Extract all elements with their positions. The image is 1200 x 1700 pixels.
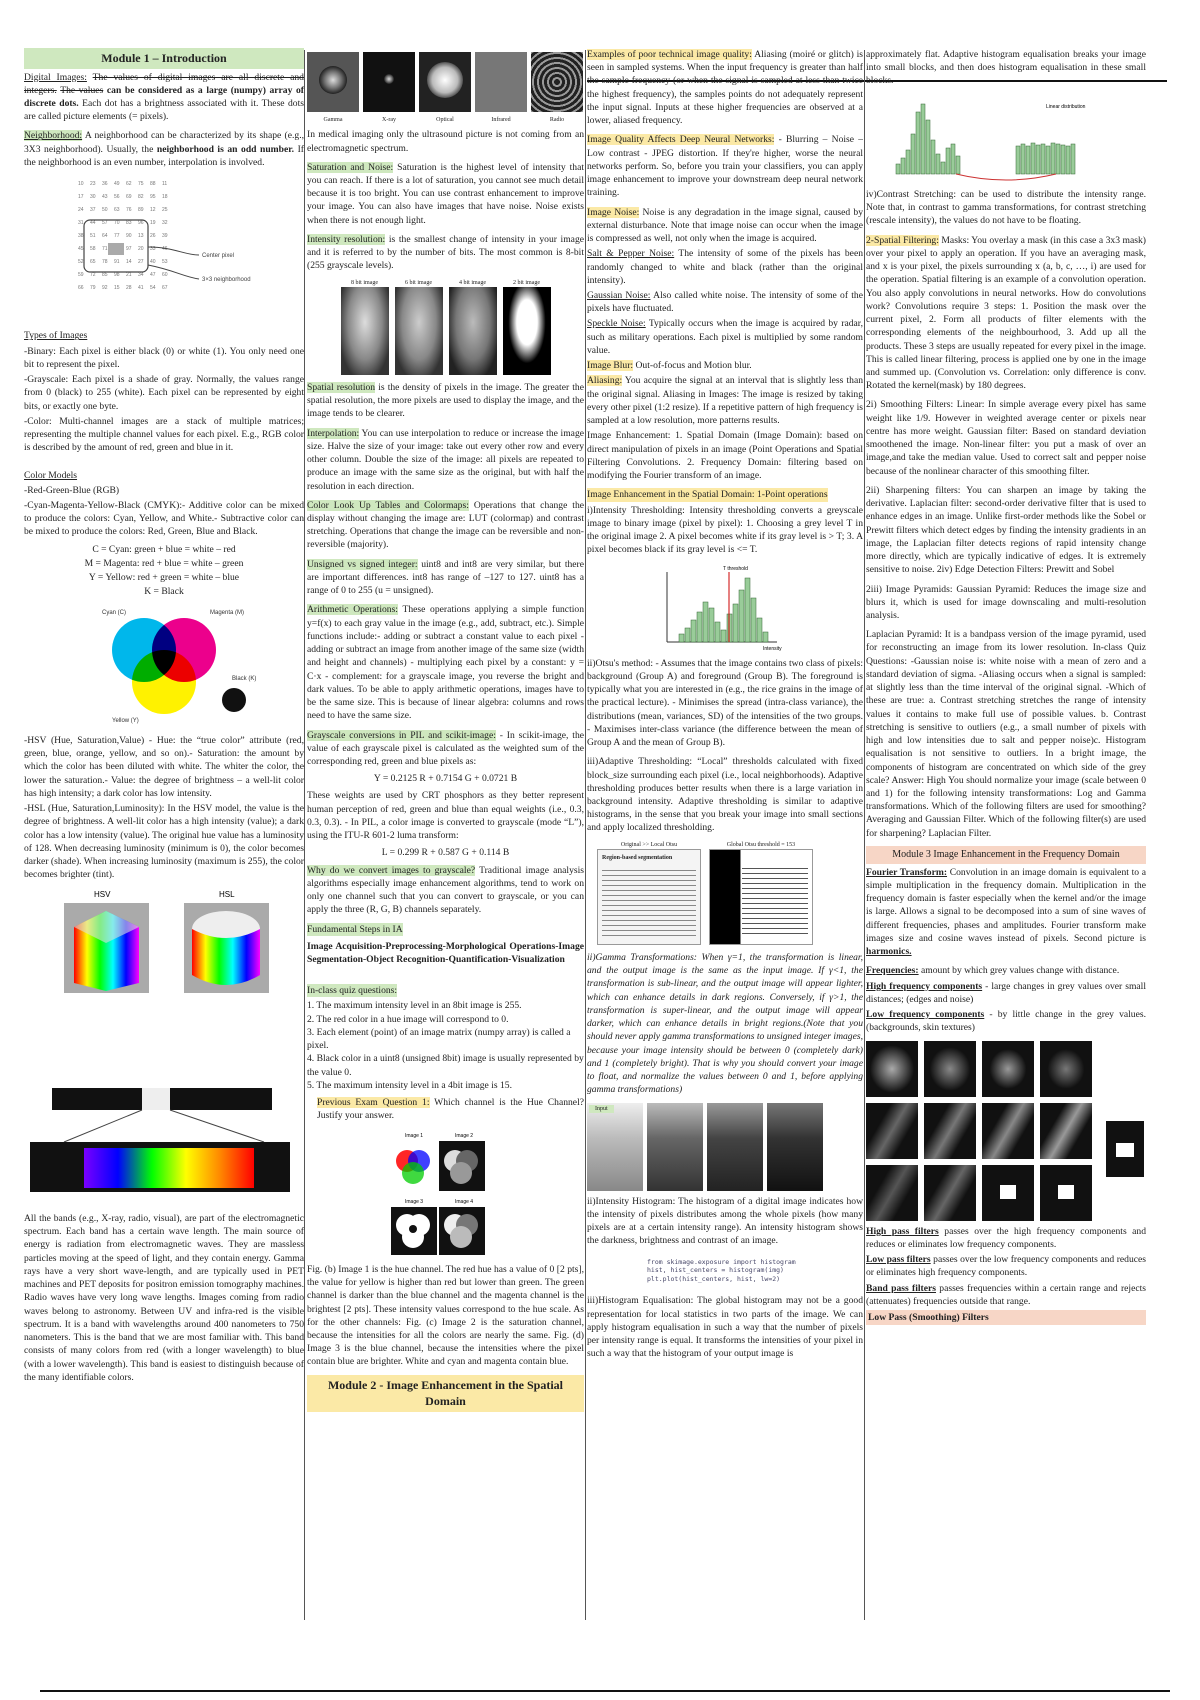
infrared-thumbnail [475,52,527,112]
histogram-bar [1061,145,1065,174]
low-frequency-paragraph: Low frequency components - by little change in the grey values. (backgrounds, skin textures) [866,1009,1146,1034]
yellow-label: Yellow (Y) [112,717,139,724]
arithmetic-paragraph: Arithmetic Operations: These operations applying a simple function y=f(x) to each gray value in the image (e.g., add, subtract, etc.). Simple functions include:- adding or subtract a constant value to each pixel - adding or subtract an image from another image of the same size (width and height and channels) - multiplying each pixel by a constant: y = C·x - complement: for a grayscale image, you reverse the bright and dark values. To be able to apply arithmetic operations, images have to be the same size. This is because of linear algebra: columns and rows need to have the same size. [307,604,584,722]
figure-label: Image 1 [405,1132,424,1139]
types-of-images-title: Types of Images [24,330,88,342]
quiz-item: 2. The red color in a hue image will correspond to 0. [307,1013,509,1025]
low-pass-smoothing-title: Low Pass (Smoothing) Filters [866,1310,1146,1325]
histogram-bar [1021,144,1025,174]
spatial-filtering-paragraph: 2-Spatial Filtering: Masks: You overlay a mask (in this case a 3x3 mask) over your pixel to apply an operation. If you have an averaging mask, and x is your pixel, the pixels surrounding x (a, b, c, …, i) are used for the operation. Spatial filtering is an example of a convolution operation. You also apply convolutions in neural networks. How do convolutions work? Convolutions require 3 steps: 1. Position the mask over the current pixel, 2. Form all products of filter elements with the corresponding elements of the neighbourhood, 3. Add up all the products. These 3 steps are usually repeated for every pixel in the image. This is called linear filtering, process is applied one by one in the image and summed up. (Convolution vs. Correlation: only difference is conv. Rotated the kernel(mask) by 180 degrees. [866,234,1146,392]
grid-value: 62 [126,181,132,188]
grid-value: 40 [150,259,156,266]
cmyk-equation: K = Black [144,586,184,598]
histogram-bar [1016,146,1020,174]
grid-value: 69 [126,194,132,201]
quiz-item: 5. The maximum intensity level in a 4bit image is 15. [307,1079,512,1091]
adaptive-threshold-paragraph: iii)Adaptive Thresholding: “Local” thresholds calculated with fixed block_size surrounding each pixel (i.e., local neighborhoods). Adaptive thresholding produces better results when there is a large variation in background intensity. Adaptive thresholding is similar to adaptive histograms, in the sense that you break your image into small sections and apply localized thresholding. [587,756,863,834]
threshold-comparison-figure [587,841,863,945]
column-divider [864,50,865,1620]
bit-label: 2 bit image [513,279,540,286]
histogram-bar [1031,143,1035,174]
histogram-bar [901,158,905,174]
color-model-rgb: -Red-Green-Blue (RGB) [24,484,120,496]
fundamental-steps: Image Acquisition-Preprocessing-Morphological Operations-Image Segmentation-Object Recognition-Quantification-Visualization [307,940,584,966]
grid-value: 33 [150,246,156,253]
histogram-equalisation-figure [866,94,1146,184]
skimage-gray-equation: Y = 0.2125 R + 0.7154 G + 0.0721 B [373,773,518,785]
grid-value: 14 [126,259,132,266]
bit-label: 6 bit image [405,279,432,286]
gamma-figure [587,1103,863,1191]
grid-value: 32 [162,220,168,227]
grid-value: 83 [126,220,132,227]
grid-value: 56 [114,194,120,201]
grid-value: 41 [138,285,144,292]
grid-value: 36 [102,181,108,188]
original-local-label: Original >> Local Otsu [620,841,678,848]
histogram-bar [685,628,690,642]
grid-value: 25 [162,207,168,214]
medical-imaging-paragraph: In medical imaging only the ultrasound picture is not coming from an electromagnetic spectrum. [307,129,584,154]
histogram-bar [763,632,768,642]
grid-value: 71 [102,246,108,253]
grid-value: 54 [150,285,156,292]
electromagnetic-spectrum-figure [24,1082,304,1202]
hsv-paragraph: -HSV (Hue, Saturation,Value) - Hue: the “true color” attribute (red, green, blue, orange, yellow, and so on).- Saturation: the amount by which the color has been diluted with white. The whiter the color, the lower the saturation.- Value: the degree of brightness – a well-lit color has high intensity; a dark color has low intensity. [24,734,304,799]
xray-thumbnail [363,52,415,112]
grid-value: 34 [138,272,144,279]
code-line: plt.plot(hist_centers, hist, lw=2) [647,1275,781,1284]
grid-value: 82 [138,194,144,201]
frequencies-paragraph: Frequencies: amount by which grey values change with distance. [866,965,1120,977]
hsv-label: HSV [94,890,111,900]
grid-value: 10 [78,181,84,188]
grid-value: 43 [102,194,108,201]
grid-value: 47 [150,272,156,279]
module-1-heading: Module 1 – Introduction [24,48,304,69]
interpolation-paragraph: Interpolation: You can use interpolation to reduce or increase the image size. Halve the size of your image: take out every other row and every other column. Double the size of the image: all pixels are repeated to produce an image with the same size as the original, but with half the resolution in each direction. [307,427,584,492]
column-divider [304,50,305,1620]
grid-value: 67 [162,285,168,292]
types-grayscale: -Grayscale: Each pixel is a shade of gray. Normally, the values range from 0 (black) to 255 (white). Each pixel can be represented by eight bits, or exactly one byte. [24,374,304,412]
hue-channel-figure [307,1129,584,1259]
color-models-title: Color Models [24,469,78,481]
magenta-label: Magenta (M) [210,609,245,616]
intensity-resolution-paragraph: Intensity resolution: is the smallest change of intensity in your image and it is referred to by the number of bits. The most common is 8-bit (255 grayscale levels). [307,233,584,272]
fundamental-steps-title: Fundamental Steps in IA [307,923,403,935]
histogram-bar [1066,146,1070,174]
grayscale-paragraph: Grayscale conversions in PIL and scikit-image: - In scikit-image, the value of each grayscale pixel is calculated as the weighted sum of the corresponding red, green and blue pixels as: [307,729,584,767]
grid-value: 92 [102,285,108,292]
cyan-label: Cyan (C) [102,609,127,616]
color-model-cmyk: -Cyan-Magenta-Yellow-Black (CMYK):- Additive color can be mixed to produce the colors: Cyan, Yellow, and White.- Subtractive color can be mixed to produce the colors: Red, Green, Blue and Black. [24,500,304,538]
grid-value: 20 [138,246,144,253]
grid-value: 79 [90,285,96,292]
grid-value: 77 [114,233,120,240]
fourier-paragraph: Fourier Transform: Convolution in an image domain is equivalent to a simple multiplication in the frequency domain. Multiplication in the frequency domain is faster especially when the kernel and/or the image is large. Allows a signal to be decomposed into a sum of sine waves of different frequencies, phases and amplitudes. Fourier transform make images size and cosine waves instead of pixels. Second picture is harmonics. [866,866,1146,958]
grid-value: 27 [138,259,144,266]
bit-label: 8 bit image [351,279,378,286]
histogram-bar [739,590,744,642]
types-binary: -Binary: Each pixel is either black (0) or white (1). You only need one bit to represent the pixel. [24,345,304,370]
global-otsu-label: Global Otsu threshold = 153 [726,841,796,848]
column-3 [587,48,863,1628]
histogram-bar [1071,144,1075,174]
grid-value: 72 [90,272,96,279]
grid-value: 88 [150,181,156,188]
image-pyramids-paragraph: 2iii) Image Pyramids: Gaussian Pyramid: Reduces the image size and blurs it, which is used for image downscaling and multi-resolution analysis. [866,583,1146,621]
threshold-histogram [587,562,863,652]
paragraph-neighborhood: Neighborhood: A neighborhood can be characterized by its shape (e.g., 3X3 neighborhood). Usually, the neighborhood is an odd number. If the neighborhood is an even number, interpolation is involved. [24,130,304,168]
histogram-bar [1046,146,1050,174]
grid-value: 53 [162,259,168,266]
column-divider [585,50,586,1620]
grid-value: 12 [150,207,156,214]
histogram-bar [936,154,940,174]
center-pixel-label: Center pixel [202,253,235,260]
pil-gray-equation: L = 0.299 R + 0.587 G + 0.114 B [381,847,510,859]
module-3-heading: Module 3 Image Enhancement in the Frequency Domain [866,846,1146,864]
spatial-point-ops-title: Image Enhancement in the Spatial Domain: 1-Point operations [587,489,828,501]
hsv-hsl-figure [24,887,304,997]
input-label: Input [589,1105,614,1113]
grid-value: 44 [90,220,96,227]
previous-exam-question: Previous Exam Question 1: Which channel is the Hue Channel? Justify your answer. [317,1097,584,1122]
enhancement-paragraph: Image Enhancement: 1. Spatial Domain (Image Domain): based on direct manipulation of pixels in an image (Point Operations and Spatial Filtering Convolutions. 2. Frequency Domain: filtering based on modifying the Fourier transform of an image. [587,430,863,482]
histogram-bar [745,578,750,642]
column-4 [866,48,1146,1628]
salt-pepper-paragraph: Salt & Pepper Noise: The intensity of some of the pixels has been randomly changed to white and black (rather than the original intensity). [587,248,863,286]
histogram-bar [956,156,960,174]
grid-value: 76 [126,207,132,214]
spectrum-thumbnails [307,52,584,112]
histogram-bar [926,120,930,174]
quiz-item: 1. The maximum intensity level in an 8bit image is 255. [307,1000,522,1012]
grid-value: 51 [90,233,96,240]
grid-value: 59 [78,272,84,279]
grid-value: 24 [78,207,84,214]
histogram-bar [1041,144,1045,174]
black-label: Black (K) [232,675,257,682]
code-snippet [587,1258,863,1285]
gaussian-noise-paragraph: Gaussian Noise: Also called white noise. The intensity of some of the pixels have fluctuated. [587,289,863,315]
gamma-paragraph: ii)Gamma Transformations: When γ=1, the transformation is linear, and the output image is the same as the input image. If γ<1, the transformation is sub-linear, and the output image will appear lighter, which can enhance details in dark regions. Conversely, if γ>1, the transformation is super-linear, and the output image will appear darker, which can enhance details in bright regions.(Note that you should never apply gamma transformations to unsigned integer images, because your image intensity should be between 0 (completely dark) and 1 (completely bright). That is why you should convert your image to float, and normalize the values between 0 and 1, before applying gamma transformations) [587,951,863,1096]
histogram-equalisation-paragraph: iii)Histogram Equalisation: The global histogram may not be a good representation for local statistics in two parts of the image. We can apply histogram equalisation in such a way that the number of pixels per intensity range is equal. It transforms the intensities of your pixel in such a way that the histogram of your output image is [587,1295,863,1360]
in-class-quiz-title: In-class quiz questions: [307,985,398,997]
histogram-bar [1026,146,1030,174]
grayscale-paragraph-2: These weights are used by CRT phosphors as they better represent human perception of red, green and blue than equal weights (i.e., 0.3, 0.3, 0.3). - In PIL, a color image is converted to grayscale (mode “L”), using the ITU-R 601-2 luma transform: [307,790,584,842]
grid-value: 52 [78,259,84,266]
grid-value: 19 [150,220,156,227]
figure-label: Image 2 [455,1132,474,1139]
histogram-bar [679,634,684,642]
equalised-label: Linear distribution [1046,103,1086,110]
high-frequency-paragraph: High frequency components - large changes in grey values over small distances; (edges and noise) [866,980,1146,1005]
figure-label: Image 4 [455,1198,474,1205]
grid-value: 15 [114,285,120,292]
code-line: from skimage.exposure import histogram [647,1257,796,1266]
grid-value: 23 [90,181,96,188]
gamma-thumbnail [307,52,359,112]
grid-value: 28 [126,285,132,292]
grid-value: 91 [114,259,120,266]
grid-value: 90 [126,233,132,240]
histogram-bar [1051,143,1055,174]
grid-value: 13 [138,233,144,240]
grid-value: 38 [78,233,84,240]
histogram-bar [951,144,955,174]
grid-value: 66 [78,285,84,292]
grid-value: 21 [126,272,132,279]
grid-value: 78 [102,259,108,266]
thumb-label: Radio [549,117,565,123]
grid-value: 11 [162,181,168,188]
image-blur-paragraph: Image Blur: Out-of-focus and Motion blur. [587,360,752,372]
column-1 [24,48,304,1628]
module-2-heading: Module 2 - Image Enhancement in the Spatial Domain [307,1375,584,1412]
histogram-bar [946,148,950,174]
grid-value: 49 [114,181,120,188]
grid-value: 95 [150,194,156,201]
thumb-label: X-ray [382,117,396,123]
histogram-bar [896,164,900,174]
histogram-bar [916,112,920,174]
bit-depth-figure [307,279,584,375]
grid-value: 31 [78,220,84,227]
cmyk-equation: Y = Yellow: red + green = white – blue [88,572,240,584]
grid-value: 96 [138,220,144,227]
frequency-tiles [866,1041,1146,1221]
histogram-bar [715,622,720,642]
grid-value: 64 [102,233,108,240]
histogram-bar [757,618,762,642]
lut-paragraph: Color Look Up Tables and Colormaps: Operations that change the display without changing the image are: LUT (colormap) and contrast stretching. Operations that change the image can be reversible and non-reversible (majority). [307,499,584,551]
grid-value: 58 [90,246,96,253]
radio-thumbnail [531,52,583,112]
grid-value: 45 [78,246,84,253]
histogram-bar [709,608,714,642]
poor-quality-paragraph: Examples of poor technical image quality: Aliasing (moiré or glitch) is seen in sampled systems. When the input frequency is greater than half the sample frequency (or when the signal is sampled at less than twice the highest frequency), the samples points do not adequately represent the input signal. Inputs at these higher frequencies are observed at a lower, aliased frequency. [587,49,863,127]
grid-value: 63 [114,207,120,214]
histogram-bar [733,604,738,642]
grid-value: 57 [102,220,108,227]
saturation-paragraph: Saturation and Noise: Saturation is the highest level of intensity that you can reach. If there is a lot of saturation, you cannot see much detail because it is too bright. You can use contrast enhancement to improve your image. You can also have images that have noise. Noise exists when there is not enough light. [307,161,584,226]
cmyk-venn-diagram [24,600,304,730]
intensity-axis-label: Intensity [763,646,782,653]
spatial-resolution-paragraph: Spatial resolution is the density of pixels in the image. The greater the spatial resolution, the more pixels are used to display the image, and the image tends to be clearer. [307,381,584,420]
figure-label: Image 3 [405,1198,424,1205]
bottom-rule [40,1690,1170,1692]
neighborhood-grid-figure [24,175,304,325]
grid-value: 18 [162,194,168,201]
grid-value: 39 [162,233,168,240]
otsu-paragraph: ii)Otsu's method: - Assumes that the image contains two class of pixels: background (Group A) and foreground (Group B). The foreground is typically what you are interested in (e.g., the rice grains in the image of the practical lecture). - Minimises the spread (intra-class variance), the distributions (mean, variances, SD) of the intensities of the two groups. - Maximises inter-class variance (the difference between the mean of Group A and the mean of Group B). [587,657,863,749]
grid-value: 50 [102,207,108,214]
histogram-bar [921,104,925,174]
intensity-histogram-paragraph: ii)Intensity Histogram: The histogram of a digital image indicates how the intensity of pixels distributes among the whole pixels (how many pixels are at a certain intensity range). An intensity histogram shows the darkness, brightness and contrast of an image. [587,1195,863,1247]
why-grayscale-paragraph: Why do we convert images to grayscale? Traditional image analysis algorithms especially image enhancement algorithms, tend to work on only one channel such that you can convert to grayscale, or you can apply the three (R, G, B) channels separately. [307,864,584,916]
types-color: -Color: Multi-channel images are a stack of multiple matrices; representing the multiple channel values for each pixel. E.g., RGB color is described by the amount of red, green and blue in it. [24,415,304,454]
threshold-label: T threshold [723,566,748,573]
previous-exam-answer: Fig. (b) Image 1 is the hue channel. The red hue has a value of 0 [2 pts], the value for yellow is higher than red but lower than green. The green channel is darker than the blue channel and the magenta channel is the brightest [2 pts]. These intensity values correspond to the hue scale. As for the other channels: Fig. (c) Image 2 is the saturation channel, because the intensities for all the colors are nearly the same. Fig. (d) Image 3 is the blue channel, because the intensities where the pixel contain blue are brighter. White and cyan and magenta contain blue. [307,1263,584,1368]
code-line: hist, hist_centers = histogram(img) [647,1266,784,1275]
cmyk-equation: M = Magenta: red + blue = white – green [84,557,244,569]
histogram-bar [691,620,696,642]
high-pass-paragraph: High pass filters passes over the high frequency components and reduces or eliminates low frequency components. [866,1225,1146,1250]
grid-value: 46 [162,246,168,253]
thumb-label: Gamma [323,117,343,123]
quiz-item: 4. Black color in a uint8 (unsigned 8bit) image is usually represented by the value 0. [307,1053,584,1078]
bit-label: 4 bit image [459,279,486,286]
grid-value: 30 [90,194,96,201]
histogram-bar [751,598,756,642]
hsl-paragraph: -HSL (Hue, Saturation,Luminosity): In the HSV model, the value is the degree of brightness. A well-lit color has a high intensity (value); a dark color has a low intensity (value). The original hue value has a luminosity of 128. When decreasing luminosity (minimum is 0), the color becomes darker (shade). When increasing luminosity (maximum is 255), the color becomes brighter (tint). [24,803,304,881]
histogram-bar [697,612,702,642]
grid-value: 65 [90,259,96,266]
uint-paragraph: Unsigned vs signed integer: uint8 and int8 are very similar, but there are important differences. int8 has range of –127 to 127. uint8 has a range of 0 to 255 (u = unsigned). [307,558,584,597]
grid-value: 75 [138,181,144,188]
grid-value: 98 [114,272,120,279]
grid-value: 26 [150,233,156,240]
grid-value: 89 [138,207,144,214]
contrast-stretching-paragraph: iv)Contrast Stretching: can be used to distribute the intensity range. Note that, in contrast to gamma transformations, for contrast stretching (rescale intensity), the values do not have to be floating. [866,188,1146,227]
spectrum-paragraph: All the bands (e.g., X-ray, radio, visual), are part of the electromagnetic spectrum. Each band has a certain wave length. The main source of energy is radiation from electromagnetic waves. They are massless particles moving at the speed of light, and they contain energy. Gamma rays have a very short wave-length, and are typically used in PET machines and PET deposits for positron emission tomography machines. Radio waves have very long wave lengths. Images coming from radio waves belong to astronomy. Between UV and infra-red is the visible spectrum. It is a band with wavelengths around 400 nanometers to 750 nanometers. This is the band that we are most familiar with. This band consists of many colors from red (with a longer wavelength) to blue (with a lower wavelength). This band is easiest to distinguish because of the many identifiable colors. [24,1212,304,1383]
histogram-bar [1036,145,1040,174]
histogram-bar [1056,144,1060,174]
image-noise-paragraph: Image Noise: Noise is any degradation in the image signal, caused by external disturbance. Note that image noise can occur when the image is compressed as well, not only when the image is acquired. [587,206,863,245]
quiz-item: 3. Each element (point) of an image matrix (numpy array) is called a pixel. [307,1026,571,1052]
band-pass-paragraph: Band pass filters passes frequencies within a certain range and rejects (attenuates) frequencies outside that range. [866,1282,1146,1307]
histogram-bar [703,602,708,642]
thresholding-paragraph: i)Intensity Thresholding: Intensity thresholding converts a greyscale image to binary image (pixel by pixel): 1. Choosing a grey level T in the original image 2. A pixel becomes white if its gray level is > T; 3. A pixel becomes black if its gray level is <= T. [587,504,863,556]
frequency-tile-figure [866,1041,1146,1221]
histogram-bar [906,150,910,174]
sharpening-filters-paragraph: 2ii) Sharpening filters: You can sharpen an image by taking the derivative. Laplacian filter: second-order derivative filter that is used to enhance edges in an image. Unlike first-order methods like the Sobel or Prewitt filters which detect edges by finding the intensity gradients in an image, the Laplacian filter detects regions of rapid intensity change more directly, which are typically indicative of edges. It is extremely sensitive to noise. 2iv) Edge Detection Filters: Prewitt and Sobel [866,484,1146,576]
thumb-label: Optical [436,117,454,123]
grid-value: 60 [162,272,168,279]
grid-value: 17 [78,194,84,201]
aliasing-paragraph: Aliasing: You acquire the signal at an interval that is slightly less than the original signal. Aliasing in Images: The image is resized by taking every other pixel (1:2 resize). If a repetitive pattern of high frequency is sampled at a low resolution, more patterns results. [587,375,863,427]
optical-thumbnail [419,52,471,112]
grid-value: 37 [90,207,96,214]
speckle-noise-paragraph: Speckle Noise: Typically occurs when the image is acquired by radar, such as military operations. Each pixel is multiplied by some random value. [587,318,863,356]
hsl-label: HSL [219,890,235,900]
cmyk-equation: C = Cyan: green + blue = white – red [92,543,236,555]
histogram-bar [941,162,945,174]
laplacian-pyramid-paragraph: Laplacian Pyramid: It is a bandpass version of the image pyramid, used for reconstructing an image from its lower resolution. In-class Quiz Questions: -Gaussian noise is: white noise with a mean of zero and a standard deviation of sigma. -Aliasing occurs when a signal is sampled: at slightly less than the time interval of the original signal. -Which of these are true: a. Contrast stretching stretches the range of intensity values it contains to make full use of possible values. b. Contrast stretching is sensitive to outliers (e.g., a small number of pixels with high and low intensities due to salt and pepper noise)c. Histogram equalisation is not sensitive to outliers. In a bright image, the components of histogram are concentrated on which side of the grey scale? Answer: High You should normalize your image (scale between 0 and 1) for the following intensity transformations: Log and Gamma transformations. Which of the following filters are used for smoothing? Averaging and Gaussian Filter. Which of the following filter(s) are used for sharpening? Laplacian Filter. [866,629,1146,839]
adaptive-eq-paragraph: approximately flat. Adaptive histogram equalisation breaks your image into small blocks, and then does histogram equalisation in these small blocks. [866,49,1146,87]
smoothing-filters-paragraph: 2i) Smoothing Filters: Linear: In simple average every pixel has same weight like 1/9. However in weighted average center or pixels near centre has more weight. Gaussian filter: Based on standard deviation smoothened the image. Non-linear filter: you put a mask of over an image,and take the median value. Used to correct salt and pepper noise because of the nonlinear character of this smoothing filter. [866,399,1146,477]
grid-value: 97 [126,246,132,253]
neighborhood-label: 3×3 neighborhood [202,277,251,284]
histogram-bar [931,140,935,174]
low-pass-paragraph: Low pass filters passes over the low frequency components and reduces or eliminates high frequency components. [866,1254,1146,1279]
image-quality-paragraph: Image Quality Affects Deep Neural Networks: - Blurring – Noise – Low contrast - JPEG distortion. If they're higher, worse the neural networks perform. So, before you train your classifiers, you can apply image enhancement to improve your downstream deep neural network training. [587,134,863,199]
histogram-bar [911,134,915,174]
paragraph-digital-images: Digital Images: The values of digital images are all discrete and integers. The values can be considered as a large (numpy) array of discrete dots. Each dot has a brightness associated with it. These dots are called picture elements (= pixels). [24,71,304,123]
quiz-list [307,999,584,1092]
column-2 [307,48,584,1628]
grid-value: 85 [102,272,108,279]
thumb-label: Infrared [491,117,511,123]
region-label: Region-based segmentation [602,854,673,861]
grid-value: 70 [114,220,120,227]
histogram-bar [721,630,726,642]
